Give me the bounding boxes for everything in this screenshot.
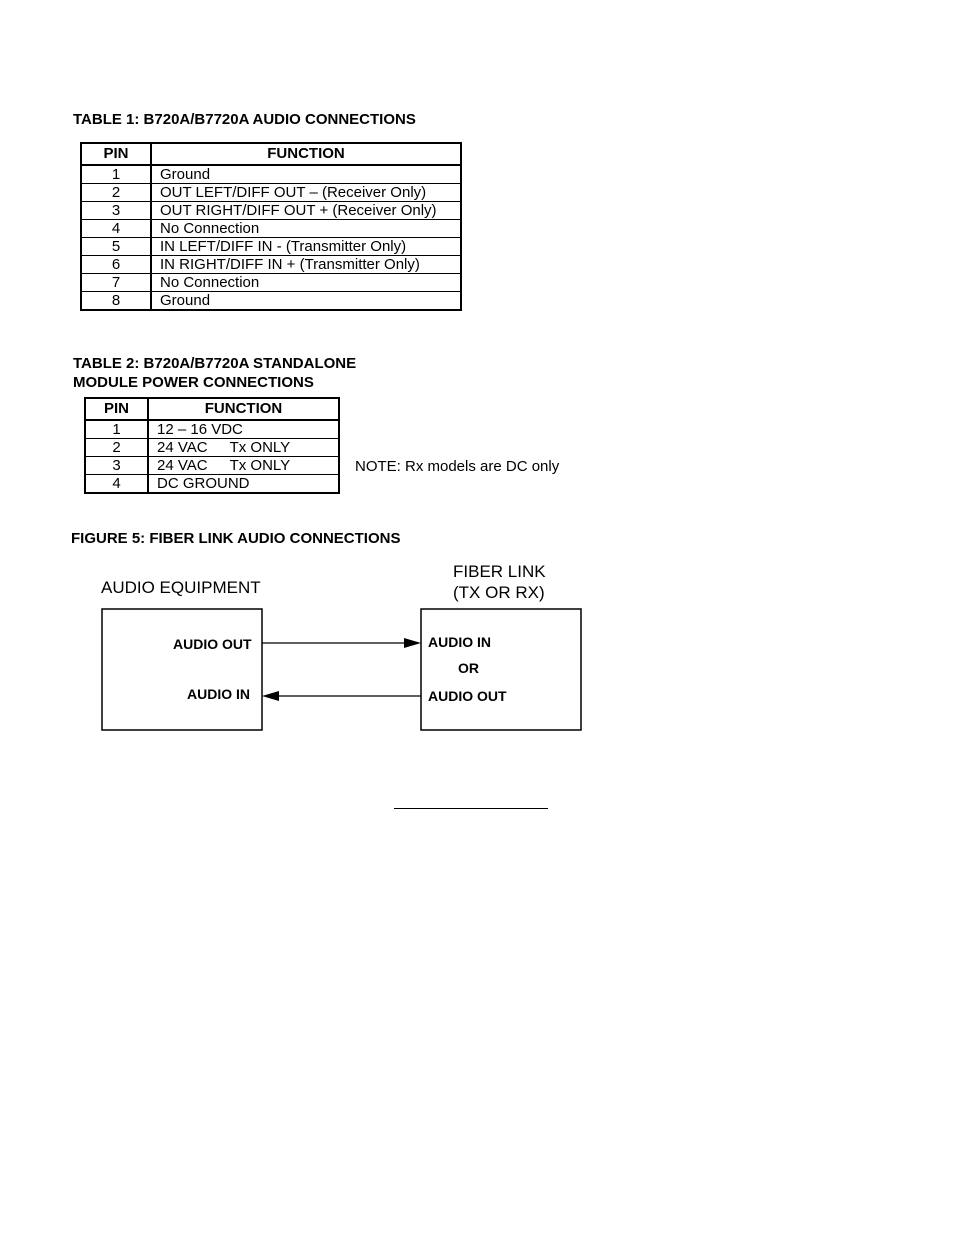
equipment-audio-in-label: AUDIO IN — [187, 686, 250, 702]
function-text: 12 – 16 VDC — [157, 421, 243, 438]
fiber-link-mode-label: (TX OR RX) — [453, 583, 545, 602]
fiber-audio-in-label: AUDIO IN — [428, 634, 491, 650]
pin-cell: 1 — [85, 420, 148, 439]
equipment-audio-out-label: AUDIO OUT — [173, 636, 252, 652]
function-text: 24 VAC — [157, 439, 208, 456]
pin-cell: 3 — [81, 202, 151, 220]
function-cell: No Connection — [151, 220, 461, 238]
figure5-title: FIGURE 5: FIBER LINK AUDIO CONNECTIONS — [71, 530, 401, 547]
fiber-link-label: FIBER LINK — [453, 562, 546, 581]
arrow-right-icon — [404, 638, 421, 648]
pin-cell: 6 — [81, 256, 151, 274]
pin-column-header: PIN — [81, 143, 151, 165]
fiber-or-label: OR — [458, 660, 479, 676]
arrow-left-icon — [262, 691, 279, 701]
function-cell: IN RIGHT/DIFF IN + (Transmitter Only) — [151, 256, 461, 274]
function-cell: Ground — [151, 165, 461, 184]
table2-title-line1: TABLE 2: B720A/B7720A STANDALONE — [73, 355, 357, 372]
pin-cell: 2 — [81, 184, 151, 202]
audio-equipment-label: AUDIO EQUIPMENT — [101, 578, 261, 597]
pin-cell: 4 — [85, 475, 148, 494]
function-cell: OUT LEFT/DIFF OUT – (Receiver Only) — [151, 184, 461, 202]
fiber-link-box — [421, 609, 581, 730]
pin-cell: 2 — [85, 439, 148, 457]
pin-cell: 7 — [81, 274, 151, 292]
function-cell: Ground — [151, 292, 461, 311]
function-qualifier: Tx ONLY — [229, 457, 291, 474]
function-column-header: FUNCTION — [148, 398, 339, 420]
table1-title: TABLE 1: B720A/B7720A AUDIO CONNECTIONS — [73, 111, 416, 128]
pin-cell: 5 — [81, 238, 151, 256]
function-text: 24 VAC — [157, 457, 208, 474]
pin-cell: 1 — [81, 165, 151, 184]
power-note: NOTE: Rx models are DC only — [355, 458, 560, 475]
pin-cell: 4 — [81, 220, 151, 238]
function-cell: IN LEFT/DIFF IN - (Transmitter Only) — [151, 238, 461, 256]
function-cell: OUT RIGHT/DIFF OUT + (Receiver Only) — [151, 202, 461, 220]
audio-equipment-box — [102, 609, 262, 730]
pin-cell: 8 — [81, 292, 151, 311]
pin-column-header: PIN — [85, 398, 148, 420]
horizontal-rule — [394, 808, 548, 809]
function-cell: No Connection — [151, 274, 461, 292]
fiber-audio-out-label: AUDIO OUT — [428, 688, 507, 704]
function-qualifier: Tx ONLY — [229, 439, 291, 456]
pin-cell: 3 — [85, 457, 148, 475]
function-text: DC GROUND — [157, 475, 250, 492]
table2-title-line2: MODULE POWER CONNECTIONS — [73, 374, 314, 391]
function-column-header: FUNCTION — [151, 143, 461, 165]
